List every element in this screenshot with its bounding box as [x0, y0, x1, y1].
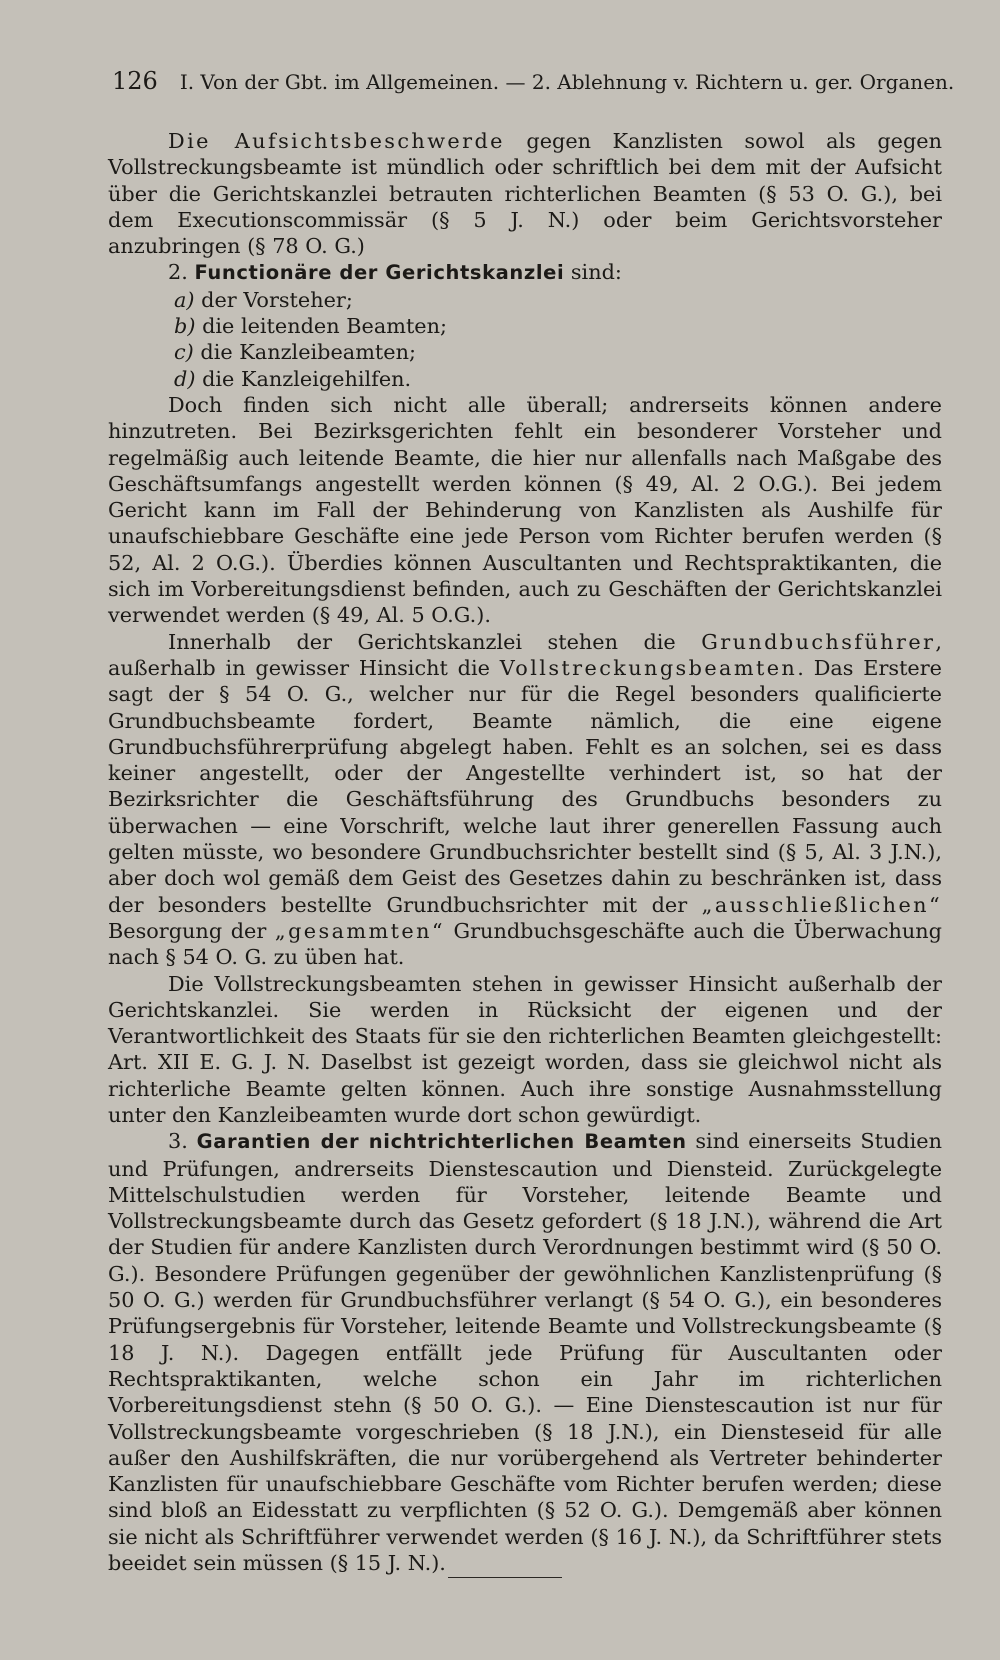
section-number: 2. [168, 260, 188, 285]
list-item [108, 339, 942, 365]
functionaries-list [108, 287, 942, 392]
paragraph-doch-finden: Doch finden sich nicht alle überall; andrerseits können andere hinzutreten. Bei Bezirksgerichten fehlt ein besonderer Vorsteher und regelmäßig auch leitende Beamte, die hier nur allenfalls nach Maßgabe des Geschäftsumfangs angestellt werden können (§ 49, Al. 2 O.G.). Bei jedem Gericht kann im Fall der Behinderung von Kanzlisten als Aushilfe für unaufschiebbare Geschäfte eine jede Person vom Richter berufen werden (§ 52, Al. 2 O.G.). Überdies können Auscultanten und Rechtspraktikanten, die sich im Vorbereitungsdienst befinden, auch zu Geschäften der Gerichtskanzlei verwendet werden (§ 49, Al. 5 O.G.). [108, 392, 942, 628]
section-heading-rest: sind: [564, 260, 622, 285]
paragraph-innerhalb [108, 629, 942, 971]
list-item-text: die leitenden Beamten; [202, 314, 448, 339]
section-garantien [108, 1128, 942, 1576]
spaced-term: „ausschließlichen“ [701, 892, 942, 917]
list-item-label: d) [174, 366, 196, 391]
list-item-label: a) [174, 287, 195, 312]
paragraph-vollstreckungsbeamten: Die Vollstreckungsbeamten stehen in gewisser Hinsicht außerhalb der Gerichtskanzlei. Sie werden in Rücksicht der eigenen und der Verantwortlichkeit des Staats für sie den richterlichen Beamten gleichgestellt: Art. XII E. G. J. N. Daselbst ist gezeigt worden, dass sie gleichwol nicht als richterliche Beamte gelten können. Auch ihre sonstige Ausnahmsstellung unter den Kanzleibeamten wurde dort schon gewürdigt. [108, 971, 942, 1127]
list-item-label: c) [174, 340, 194, 365]
list-item-text: die Kanzleigehilfen. [202, 366, 412, 391]
paragraph-text: Innerhalb der Gerichtskanzlei stehen die [168, 629, 702, 654]
list-item-text: der Vorsteher; [201, 287, 353, 312]
section-title: Functionäre der Gerichtskanzlei [194, 261, 565, 285]
list-item-label: b) [174, 314, 196, 339]
paragraph-text: Besorgung der [108, 918, 275, 943]
spaced-term: Die Aufsichtsbeschwerde [168, 129, 505, 153]
page-number: 126 [112, 67, 158, 95]
running-header [112, 66, 955, 97]
spaced-term: „gesammten“ [274, 918, 445, 943]
paragraph-aufsichtsbeschwerde [108, 128, 942, 259]
section-title: Garantien der nichtrichterlichen Beamten [196, 1130, 687, 1154]
running-title: I. Von der Gbt. im Allgemeinen. — 2. Ablehnung v. Richtern u. ger. Organen. [179, 70, 955, 94]
end-rule-divider [448, 1577, 562, 1578]
spaced-term: Grundbuchsführer [701, 629, 936, 654]
section-number: 3. [168, 1129, 188, 1154]
paragraph-text: gegen Kanzlisten sowol als gegen Vollstreckungsbeamte ist mündlich oder schriftlich bei dem mit der Aufsicht über die Gerichtskanzlei betrauten richterlichen Beamten (§ 53 O. G.), bei dem Executionscommissär (§ 5 J. N.) oder beim Gerichtsvorsteher anzubringen (§ 78 O. G.) [108, 129, 942, 259]
list-item [108, 313, 942, 339]
section-heading-functionaere [108, 259, 942, 286]
paragraph-text: Grundbuchsgeschäfte auch die Überwachung nach § 54 O. G. zu üben hat. [108, 918, 942, 970]
paragraph-text: . Das Erstere sagt der § 54 O. G., welcher nur für die Regel besonders qualificierte Grundbuchsbeamte fordert, Beamte nämlich, die eine eigene Grundbuchsführerprüfung abgelegt haben. Fehlt es an solchen, sei es dass keiner angestellt, oder der Angestellte verhindert ist, so hat der Bezirksrichter die Geschäftsführung des Grundbuchs besonders zu überwachen — eine Vorschrift, welche laut ihrer generellen Fassung auch gelten müsste, wo besondere Grundbuchsrichter bestellt sind (§ 5, Al. 3 J.N.), aber doch wol gemäß dem Geist des Gesetzes dahin zu beschränken ist, dass der besonders bestellte Grundbuchsrichter mit der [108, 655, 942, 917]
list-item [108, 287, 942, 313]
spaced-term: Vollstreckungsbeamten [499, 655, 798, 680]
paragraph-text: sind einerseits Studien und Prüfungen, andrerseits Dienstescaution und Diensteid. Zurückgelegte Mittelschulstudien werden für Vorsteher, leitende Beamte und Vollstreckungsbeamte durch das Gesetz gefordert (§ 18 J.N.), während die Art der Studien für andere Kanzlisten durch Verordnungen bestimmt wird (§ 50 O. G.). Besondere Prüfungen gegenüber der gewöhnlichen Kanzlistenprüfung (§ 50 O. G.) werden für Grundbuchsführer verlangt (§ 54 O. G.), ein besonderes Prüfungsergebnis für Vorsteher, leitende Beamte und Vollstreckungsbeamte (§ 18 J. N.). Dagegen entfällt jede Prüfung für Auscultanten oder Rechtspraktikanten, welche schon ein Jahr im richterlichen Vorbereitungsdienst stehn (§ 50 O. G.). — Eine Dienstescaution ist nur für Vollstreckungsbeamte vorgeschrieben (§ 18 J.N.), ein Diensteseid für alle außer den Aushilfskräften, die nur vorübergehend als Vertreter behinderter Kanzlisten für unaufschiebbare Geschäfte vom Richter berufen werden; diese sind bloß an Eidesstatt zu verpflichten (§ 52 O. G.). Demgemäß aber können sie nicht als Schriftführer verwendet werden (§ 16 J. N.), da Schriftführer stets beeidet sein müssen (§ 15 J. N.). [108, 1129, 942, 1576]
list-item-text: die Kanzleibeamten; [200, 340, 416, 365]
list-item [108, 366, 942, 392]
paragraph-text: , außerhalb in gewisser Hinsicht die [108, 629, 942, 680]
page-body [108, 128, 942, 1576]
